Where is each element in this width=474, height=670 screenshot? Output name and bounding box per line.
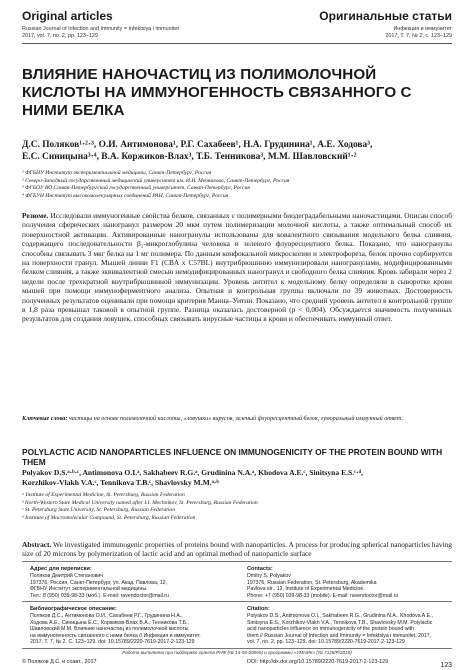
citation-ru-line: Ходова А.Е., Синицына Е.С., Коржиков-Влах В.А., Тенникова Т.Б.,	[30, 619, 189, 626]
funding-note: Работа выполнена при поддержке гранта РНФ (№ 14-50-00069) и программы «УМНИК» (№ 7128/Р/2015)	[122, 650, 352, 655]
citation-ru-line: на иммуногенность связанного с ними белка // Инфекция и иммунитет.	[30, 632, 201, 639]
citation-en-line: Polyakov D.S., Antimonova O.I., Sakhabeev R.G., Grudinina N.A., Khodova A.E.,	[247, 613, 433, 619]
journal-info-ru	[252, 26, 452, 40]
authors-en-line-1: Polyakov D.S.ᵃ·ᵇ·ᶜ, Antimonova O.I.ᵃ, Sakhabeev R.G.ᵃ, Grudinina N.A.ᵃ, Khodova A.E.ᶜ, Sinitsyna E.S.ᶜ·ᵈ,	[22, 468, 364, 477]
citation-ru-line: Шавловский М.М. Влияние наночастиц из полимолочной кислоты	[30, 626, 189, 633]
journal-issue-en: 2017, vol. 7, no. 2, pp. 123–129	[22, 33, 98, 39]
abstract-en-text: We investigated immunogenic properties of proteins bound with nanoparticles. A process for producing spherical nanoparticles having size of 20 microns by polymerization of lactic acid and an optimal method of nanoparticle surface	[22, 540, 453, 559]
citation-en	[247, 606, 452, 646]
correspondence-ru-line: Поляков Дмитрий Степанович	[30, 573, 103, 579]
correspondence-en-line: Dmitry S. Polyakov	[247, 573, 291, 579]
affiliation-en-3: ᶜ St. Petersburg State University, St. Petersburg, Russian Federation	[22, 507, 175, 514]
correspondence-ru-line: ФГБНУ Институт экспериментальной медицины.	[30, 586, 148, 593]
abstract-ru-label: Резюме.	[22, 211, 49, 220]
correspondence-en-label: Contacts:	[247, 566, 273, 572]
authors-ru-line-1: Д.С. Поляков¹·²·³, О.И. Антимонова¹, Р.Г. Сахабеев¹, Н.А. Грудинина¹, А.Е. Ходова³,	[22, 140, 373, 150]
authors-ru-line-2: Е.С. Синицына³·⁴, В.А. Коржиков-Влах³, Т.Б. Тенникова³, М.М. Шавловский¹·²	[22, 152, 357, 162]
affiliation-en-4: ᵈ Institute of Macromolecular Compound, St. Petersburg, Russian Federation	[22, 514, 196, 521]
keywords-ru-label: Ключевые слова:	[22, 416, 68, 422]
journal-info-en	[22, 26, 252, 40]
authors-ru	[22, 139, 452, 163]
keywords-ru-text: частицы на основе полимолочной кислоты, «ловушки» вирусов, зеленый флуоресцентный белок, гуморальный иммунный ответ.	[68, 416, 403, 422]
affiliation-ru-2: ² Северо-Западный государственный медицинский университет им. И.И. Мечникова, Санкт-Петербург, Россия	[22, 177, 290, 184]
keywords-ru	[22, 415, 452, 423]
section-label-ru: Оригинальные статьи	[319, 9, 452, 23]
journal-name-ru: Инфекция и иммунитет	[393, 26, 452, 32]
page-number: 123	[440, 662, 452, 669]
correspondence-en-line: 197376, Russian Federation, St. Petersburg, Akademika	[247, 579, 377, 586]
affiliation-ru-1: ¹ ФГБНУ Институт экспериментальной медицины, Санкт-Петербург, Россия	[22, 170, 212, 176]
citation-ru-line: 2017. Т. 7, № 2. С. 123–129. doi: 10.15789/2220-7619-2017-2-123-129	[30, 639, 195, 646]
citation-en-line: acid nanoparticles influence on immunogenicity of the protein bound with	[247, 626, 414, 633]
affiliation-en-2: ᵇ North-Western State Medical University named after I.I. Mechnikov, St. Petersburg, Russian Federation	[22, 499, 258, 506]
journal-name-en: Russian Journal of Infection and Immunity = Infektsiya i immunitet	[22, 26, 179, 32]
abstract-ru	[22, 211, 452, 324]
citation-ru-label: Библиографическое описание:	[30, 606, 117, 612]
article-title-en: POLYLACTIC ACID NANOPARTICLES INFLUENCE ON IMMUNOGENICITY OF THE PROTEIN BOUND WITH THEM	[22, 447, 443, 468]
affiliation-ru-3: ³ ФГБОУ ВО Санкт-Петербургский государственный университет, Санкт-Петербург, Россия	[22, 185, 250, 192]
affiliations-ru	[22, 170, 452, 200]
affiliations-en	[22, 492, 452, 522]
affiliation-en-1: ᵃ Institute of Experimental Medicine, St. Petersburg, Russian Federation	[22, 492, 185, 498]
authors-en	[22, 468, 452, 488]
citation-en-line: them // Russian Journal of Infection and Immunity = Infektsiya i immunitet, 2017,	[247, 632, 432, 639]
box-divider-top	[22, 561, 452, 562]
box-divider-middle	[22, 601, 452, 602]
authors-en-line-2: Korzhikov-Vlakh V.A.ᶜ, Tennikova T.B.ᶜ, Shavlovsky M.M.ᵃ·ᵇ	[22, 478, 219, 488]
abstract-ru-text: Исследовали иммуногенные свойства белков, связанных с полимерными биодеградабельными наночастицами. Описан способ получения сферических наногранул размером 20 мкм путем полимеризации молочной кислоты, а также оптимальный способ их поверхностной активации. Активированные наногранулы использованы для ковалентного связывания модельного белка слияния, содержащего последовательности β₂-микроглобулина человека и зеленого флуоресцентного белка. Показано, что наногранулы способны связывать 3 мкг белка на 1 мг полимера. По данным конфокальной микроскопии и электрофореза, белок прочно сорбируется на поверхности гранул. Мышей линии F1 (CBA x C57BL) внутрибрюшинно иммунизировали наногранулами, модифицированными белком слияния, а также эквивалентной смесью немодифицированных наногранул и свободного белка слияния. Кровь забирали через 2 недели после трехкратной внутрибрюшинной иммунизации. Уровень антител к модельному белку определяли в сыворотке крови мышей при помощи иммуноферментного анализа. Опытная и контрольная группы включали по 39 животных. Достоверность полученных результатов оценивали при помощи критерия Манна–Уитни. Показано, что средний уровень антител в контрольной группе в 1,8 раза превышал таковой в опытной группе. Разница оказалась достоверной (p < 0,004). Обсуждается значимость полученных результатов для создания ловушек, способных связывать вирусные частицы в крови и обеспечивать иммунный ответ.	[22, 211, 452, 324]
correspondence-en-line: Pavlova str., 12, Institute of Experimental Medicine.	[247, 586, 365, 593]
journal-issue-ru: 2017, Т. 7, № 2, с. 123–129	[385, 33, 452, 39]
correspondence-ru-label: Адрес для переписки:	[30, 566, 92, 572]
citation-ru-line: Поляков Д.С., Антимонова О.И., Сахабеев Р.Г., Грудинина Н.А.,	[30, 613, 183, 619]
citation-ru	[30, 606, 235, 646]
citation-en-line: vol. 7, no. 2, pp. 123–129. doi: 10.15789/2220-7619-2017-2-123-129	[247, 639, 405, 646]
citation-en-line: Sinitsyna E.S., Korzhikov-Vlakh V.A., Tennikova T.B., Shavlovsky M.M. Polylactic	[247, 619, 433, 626]
citation-en-label: Citation:	[247, 606, 270, 612]
header-divider	[22, 43, 452, 44]
affiliation-ru-4: ⁴ ФГБУН Институт высокомолекулярных соединений РАН, Санкт-Петербург, Россия	[22, 192, 229, 199]
correspondence-ru-line: 197376, Россия, Санкт-Петербург, ул. Акад. Павлова, 12,	[30, 579, 167, 586]
box-divider-bottom	[22, 648, 452, 649]
section-label-en: Original articles	[22, 9, 113, 23]
abstract-en-label: Abstract.	[22, 540, 52, 549]
correspondence-en-line: Phone: +7 (950) 039-98-33 (mobile). E-mail: ravendoctor@mail.ru	[247, 592, 399, 599]
doi-link[interactable]: DOI: http://dx.doi.org/10.15789/2220-7619-2017-2-123-129	[247, 659, 389, 665]
copyright: © Поляков Д.С. и соавт., 2017	[22, 659, 97, 665]
correspondence-ru-line: Тел.: 8 (950) 039-98-33 (моб.). E-mail: ravendoctor@mail.ru	[30, 592, 169, 599]
article-title-ru: ВЛИЯНИЕ НАНОЧАСТИЦ ИЗ ПОЛИМОЛОЧНОЙ КИСЛОТЫ НА ИММУНОГЕННОСТЬ СВЯЗАННОГО С НИМИ БЕЛКА	[22, 66, 412, 119]
abstract-en	[22, 540, 452, 559]
correspondence-ru	[30, 566, 235, 599]
correspondence-en	[247, 566, 452, 599]
